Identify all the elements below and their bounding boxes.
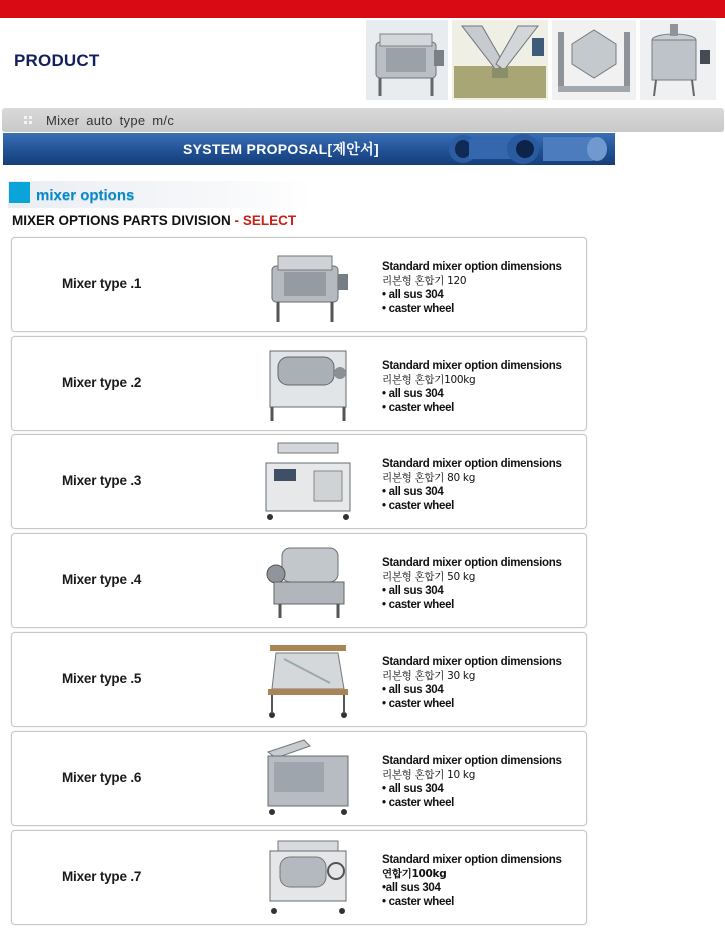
- mixer-photo[interactable]: [264, 441, 352, 521]
- breadcrumb: [2, 108, 724, 132]
- mixer-desc-title: Standard mixer option dimensions: [382, 755, 562, 767]
- mixer-description: [382, 754, 562, 810]
- mixer-desc-capacity: 리본형 혼합기 120: [382, 275, 467, 287]
- mixer-option-row-5[interactable]: [11, 632, 587, 727]
- ribbon-mixer-machine-photo[interactable]: [366, 20, 448, 100]
- mixer-type-label[interactable]: Mixer type .2: [62, 375, 142, 390]
- mixer-option-row-6[interactable]: [11, 731, 587, 826]
- system-proposal-banner[interactable]: [3, 133, 615, 165]
- mixer-desc-material: • all sus 304: [382, 585, 444, 597]
- mixer-desc-material: •all sus 304: [382, 882, 441, 894]
- mixer-desc-material: • all sus 304: [382, 486, 444, 498]
- v-mixer-machine-photo[interactable]: [452, 20, 548, 100]
- division-select-label: SELECT: [242, 213, 297, 228]
- mixer-desc-wheel: • caster wheel: [382, 896, 455, 908]
- mixer-desc-title: Standard mixer option dimensions: [382, 261, 562, 273]
- mixer-desc-wheel: • caster wheel: [382, 797, 455, 809]
- section-title: mixer options: [36, 187, 135, 204]
- mixer-type-label[interactable]: Mixer type .7: [62, 869, 142, 884]
- mixer-photo[interactable]: [264, 738, 352, 818]
- mixer-option-row-4[interactable]: [11, 533, 587, 628]
- mixer-desc-wheel: • caster wheel: [382, 599, 455, 611]
- mixer-desc-capacity: 연합기100kg: [382, 868, 447, 880]
- tank-mixer-photo[interactable]: [640, 20, 716, 100]
- mixer-desc-capacity: 리본형 혼합기 10 kg: [382, 769, 476, 781]
- mixer-description: [382, 457, 562, 513]
- mixer-photo[interactable]: [264, 244, 352, 324]
- mixer-desc-material: • all sus 304: [382, 684, 444, 696]
- mixer-desc-title: Standard mixer option dimensions: [382, 360, 562, 372]
- mixer-desc-capacity: 리본형 혼합기 50 kg: [382, 571, 476, 583]
- top-red-bar: [0, 0, 725, 18]
- mixer-desc-wheel: • caster wheel: [382, 402, 455, 414]
- section-square-icon: [9, 182, 30, 203]
- bullet-icon: [24, 116, 32, 124]
- mixer-desc-title: Standard mixer option dimensions: [382, 458, 562, 470]
- mixer-option-row-3[interactable]: [11, 434, 587, 529]
- mixer-type-label[interactable]: Mixer type .6: [62, 770, 142, 785]
- mixer-description: [382, 655, 562, 711]
- mixer-option-row-2[interactable]: [11, 336, 587, 431]
- mixer-type-label[interactable]: Mixer type .5: [62, 671, 142, 686]
- mixer-desc-capacity: 리본형 혼합기 80 kg: [382, 472, 476, 484]
- division-title: [12, 213, 296, 228]
- mixer-option-row-7[interactable]: [11, 830, 587, 925]
- mixer-photo[interactable]: [264, 837, 352, 917]
- division-title-text: MIXER OPTIONS PARTS DIVISION: [12, 213, 231, 228]
- mixer-type-label[interactable]: Mixer type .1: [62, 276, 142, 291]
- division-title-separator: -: [234, 213, 240, 228]
- mixer-desc-title: Standard mixer option dimensions: [382, 557, 562, 569]
- lens-decoration-icon: [433, 133, 615, 165]
- mixer-desc-wheel: • caster wheel: [382, 303, 455, 315]
- mixer-option-row-1[interactable]: [11, 237, 587, 332]
- mixer-photo[interactable]: [264, 639, 352, 719]
- mixer-desc-material: • all sus 304: [382, 289, 444, 301]
- mixer-photo[interactable]: [264, 540, 352, 620]
- mixer-desc-material: • all sus 304: [382, 388, 444, 400]
- mixer-desc-title: Standard mixer option dimensions: [382, 854, 562, 866]
- mixer-description: [382, 260, 562, 316]
- mixer-type-label[interactable]: Mixer type .4: [62, 572, 142, 587]
- breadcrumb-text[interactable]: Mixer auto type m/c: [46, 113, 175, 128]
- mixer-desc-capacity: 리본형 혼합기100kg: [382, 374, 476, 386]
- section-header: [8, 181, 313, 208]
- mixer-description: [382, 556, 562, 612]
- mixer-desc-title: Standard mixer option dimensions: [382, 656, 562, 668]
- system-proposal-title: SYSTEM PROPOSAL[제안서]: [183, 141, 379, 157]
- mixer-desc-wheel: • caster wheel: [382, 500, 455, 512]
- mixer-desc-material: • all sus 304: [382, 783, 444, 795]
- mixer-desc-wheel: • caster wheel: [382, 698, 455, 710]
- mixer-desc-capacity: 리본형 혼합기 30 kg: [382, 670, 476, 682]
- mixer-description: [382, 359, 562, 415]
- double-cone-mixer-photo[interactable]: [552, 20, 636, 100]
- page-title: PRODUCT: [14, 51, 100, 70]
- mixer-type-label[interactable]: Mixer type .3: [62, 473, 142, 488]
- mixer-photo[interactable]: [264, 343, 352, 423]
- mixer-description: [382, 853, 562, 909]
